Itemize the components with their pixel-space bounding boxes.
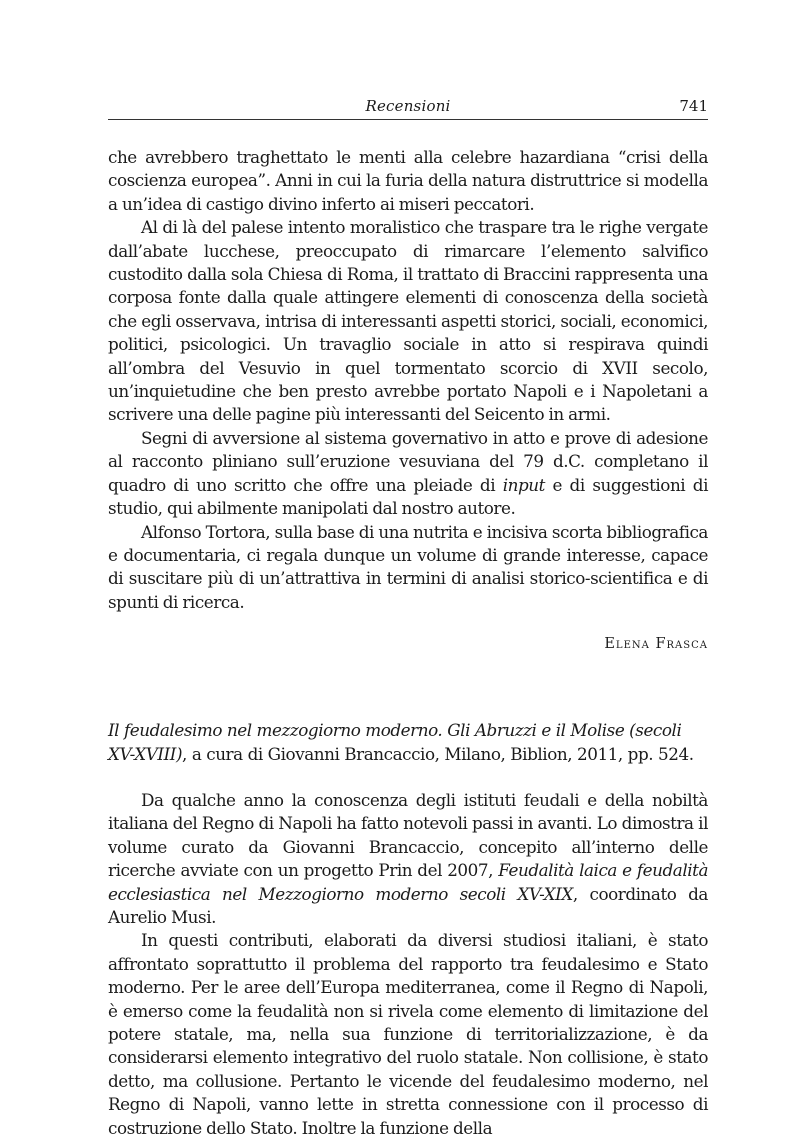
- review-text-2: [108, 789, 708, 1140]
- paragraph: [108, 427, 708, 521]
- page-number: 741: [679, 97, 708, 115]
- paragraph: che avrebbero traghettato le menti alla celebre hazardiana “crisi della coscienza europea”. Anni in cui la furia della natura distruttrice si modella a un’idea di castigo divino inferto ai miseri peccatori.: [108, 147, 708, 214]
- paragraph: In questi contributi, elaborati da diversi studiosi italiani, è stato affrontato soprattutto il problema del rapporto tra feudalesimo e Stato moderno. Per le aree dell’Europa mediterranea, come il Regno di Napoli, è emerso come la feudalità non si rivela come elemento di limitazione del potere statale, ma, nella sua funzione di territorializzazione, è da considerarsi elemento integrativo del ruolo statale. Non collisione, è stato detto, ma collusione. Pertanto le vicende del feudalesimo moderno, nel Regno di Napoli, vanno lette in stretta connessione con il processo di costruzione dello Stato. Inoltre la funzione della: [108, 930, 708, 1138]
- project-title: Feudalità laica e feudalità ecclesiastica nel Mezzogiorno moderno secoli XV-XIX: [108, 860, 708, 904]
- paragraph-text: , coordinato da Aurelio Musi.: [108, 883, 708, 927]
- header-title: Recensioni: [365, 97, 451, 115]
- paragraph: [108, 789, 708, 929]
- italic-term: input: [502, 474, 545, 495]
- paragraph-text: Segni di avversione al sistema governativo in atto e prove di adesione al racconto pliniano sull’eruzione vesuviana del 79 d.C. completano il quadro di uno scritto che offre una pleiade di: [108, 427, 708, 495]
- book-title: Il feudalesimo nel mezzogiorno moderno. Gli Abruzzi e il Molise (secoli XV-XVIII): [108, 720, 682, 764]
- review-text-1: [108, 146, 708, 614]
- running-header: [108, 97, 708, 119]
- book-details: , a cura di Giovanni Brancaccio, Milano, Biblion, 2011, pp. 524.: [182, 743, 694, 764]
- paragraph-text: e di suggestioni di studio, qui abilmente manipolati dal nostro autore.: [108, 474, 709, 519]
- paragraph: Al di là del palese intento moralistico che traspare tra le righe vergate dall’abate lucchese, preoccupato di rimarcare l’elemento salvifico custodito dalla sola Chiesa di Roma, il trattato di Braccini rappresenta una corposa fonte dalla quale attingere elementi di conoscenza della società che egli osservava, intrisa di interessanti aspetti storici, sociali, economici, politici, psicologici. Un travaglio sociale in atto si respirava quindi all’ombra del Vesuvio in quel tormentato scorcio di XVII secolo, un’inquietudine che ben presto avrebbe portato Napoli e i Napoletani a scrivere una delle pagine più interessanti del Seicento in armi.: [108, 217, 708, 425]
- review-author: Elena Frasca: [604, 636, 708, 653]
- page-body: [108, 146, 708, 1140]
- paragraph-text: Da qualche anno la conoscenza degli istituti feudali e della nobiltà italiana del Regno di Napoli ha fatto notevoli passi in avanti. Lo dimostra il volume curato da Giovanni Brancaccio, concepito all’interno delle ricerche avviate con un progetto Prin del 2007,: [108, 789, 708, 881]
- review-citation: [108, 719, 708, 766]
- header-rule: [108, 119, 708, 120]
- paragraph: Alfonso Tortora, sulla base di una nutrita e incisiva scorta bibliografica e documentaria, ci regala dunque un volume di grande interesse, capace di suscitare più di un’attrattiva in termini di analisi storico-scientifica e di spunti di ricerca.: [108, 521, 708, 612]
